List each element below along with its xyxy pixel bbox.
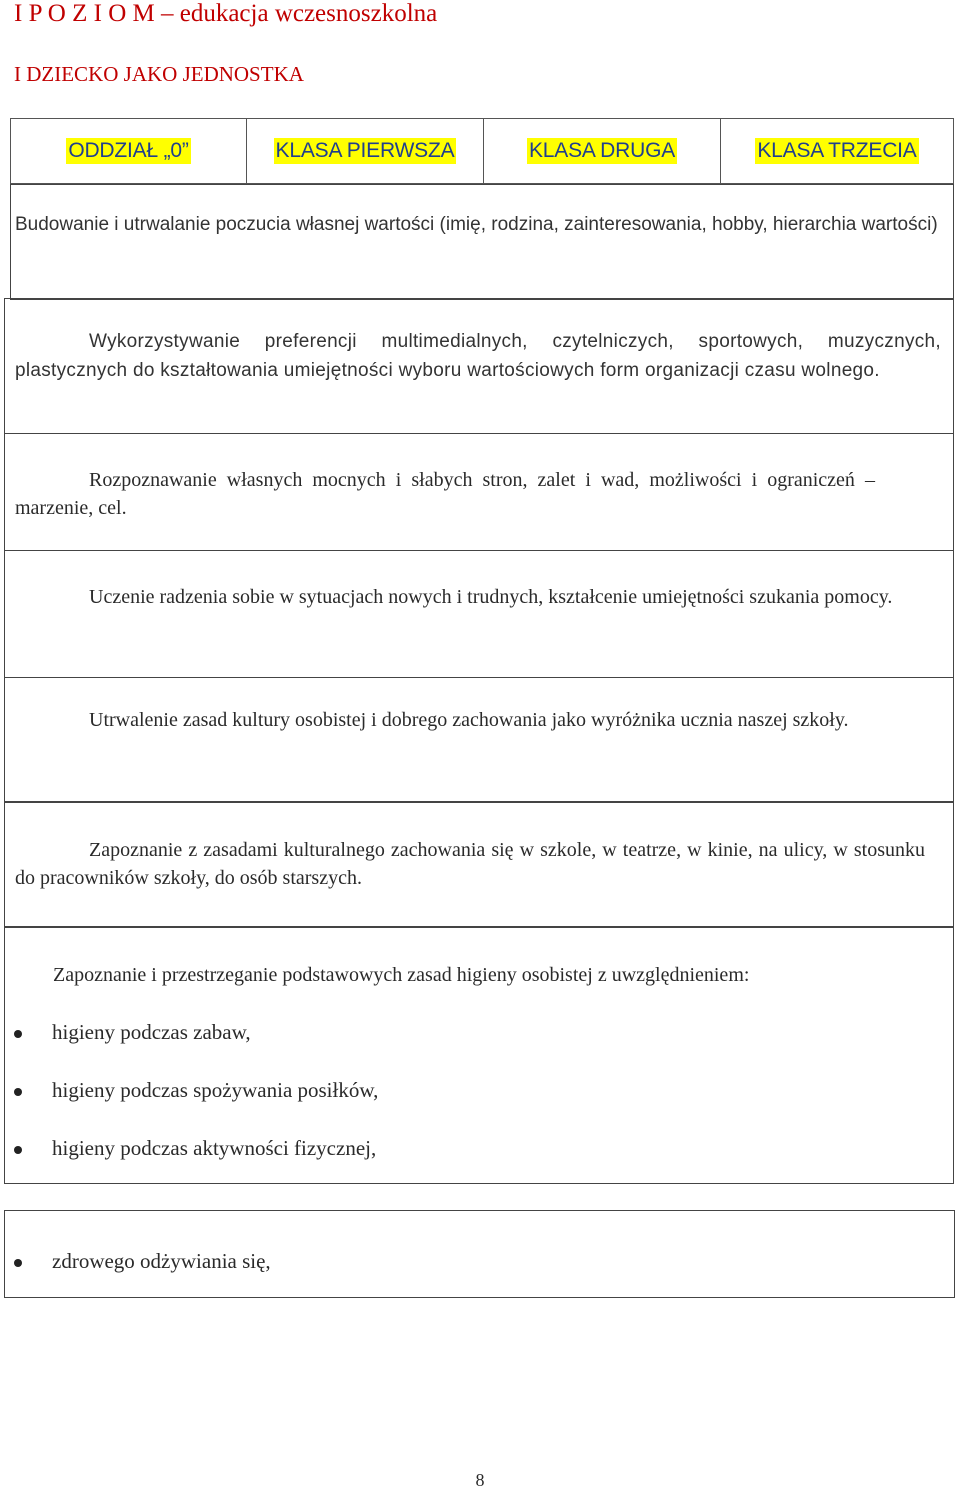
section-text: Uczenie radzenia sobie w sytuacjach nowych i trudnych, kształcenie umiejętności szukania pomocy. <box>89 586 893 608</box>
class-cell-zero <box>11 119 247 183</box>
page-number: 8 <box>475 1470 485 1490</box>
bullet-icon <box>14 1146 22 1154</box>
class-header-table <box>10 118 954 184</box>
list-item: higieny podczas spożywania posiłków, <box>52 1078 379 1102</box>
bullet-icon <box>14 1030 22 1038</box>
section-box <box>4 433 954 551</box>
class-label: KLASA DRUGA <box>528 139 676 162</box>
section-box <box>4 677 954 803</box>
class-cell-second <box>484 119 721 183</box>
list-item: higieny podczas aktywności fizycznej, <box>52 1136 377 1160</box>
class-label: KLASA TRZECIA <box>757 139 917 162</box>
section-box <box>10 184 954 300</box>
section-text: Wykorzystywanie preferencji multimedialnych, czytelniczych, sportowych, muzycznych, plastycznych do kształtowania umiejętności wyboru wartościowych form organizacji czasu wolnego. <box>15 331 941 381</box>
class-cell-first <box>247 119 484 183</box>
section-text: Budowanie i utrwalanie poczucia własnej wartości (imię, rodzina, zainteresowania, hobby, hierarchia wartości) <box>15 214 938 235</box>
section-box <box>4 550 954 678</box>
section-heading: I DZIECKO JAKO JEDNOSTKA <box>14 62 304 86</box>
section-box <box>4 801 954 928</box>
class-label: KLASA PIERWSZA <box>275 139 455 162</box>
section-text: Utrwalenie zasad kultury osobistej i dobrego zachowania jako wyróżnika ucznia naszej szkoły. <box>89 709 849 731</box>
page-title: I P O Z I O M – edukacja wczesnoszkolna <box>14 0 438 27</box>
class-label: ODDZIAŁ „0” <box>68 139 189 162</box>
bullet-icon <box>14 1259 22 1267</box>
section-box <box>4 298 954 434</box>
list-item: higieny podczas zabaw, <box>52 1020 251 1044</box>
class-cell-third <box>721 119 953 183</box>
bullet-icon <box>14 1088 22 1096</box>
section-text: Rozpoznawanie własnych mocnych i słabych stron, zalet i wad, możliwości i ograniczeń – marzenie, cel. <box>15 469 875 519</box>
section-text: Zapoznanie i przestrzeganie podstawowych zasad higieny osobistej z uwzględnieniem: <box>53 964 750 986</box>
list-item: zdrowego odżywiania się, <box>52 1249 271 1273</box>
section-text: Zapoznanie z zasadami kulturalnego zachowania się w szkole, w teatrze, w kinie, na ulicy, w stosunku do pracowników szkoły, do osób starszych. <box>15 839 925 889</box>
